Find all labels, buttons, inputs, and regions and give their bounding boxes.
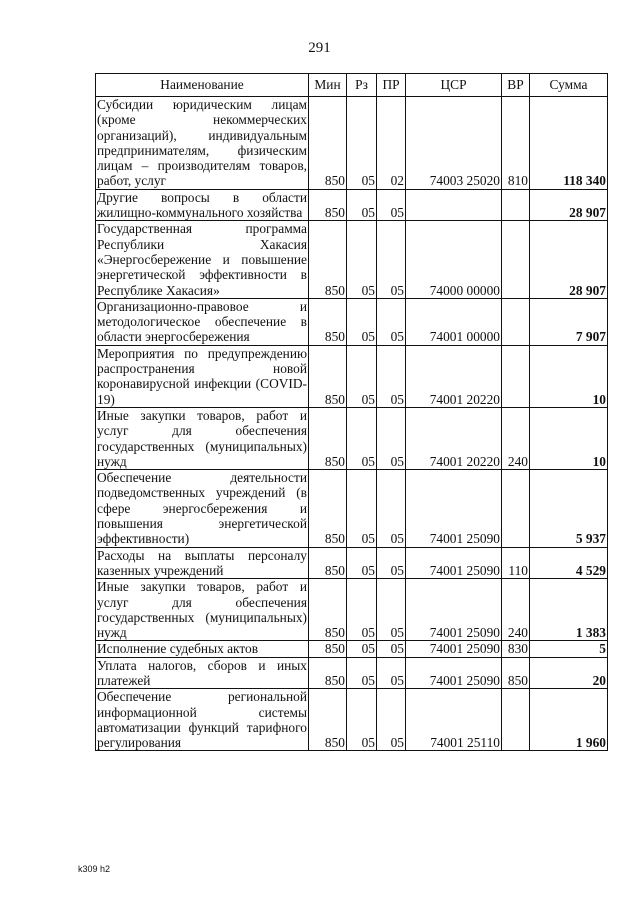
cell-sum: 118 340: [530, 97, 608, 190]
cell-rz: 05: [347, 345, 377, 407]
cell-min: 850: [309, 97, 347, 190]
cell-rz: 05: [347, 547, 377, 579]
cell-vr: [502, 189, 530, 221]
cell-pr: 05: [377, 657, 406, 689]
column-header-vr: ВР: [502, 74, 530, 97]
cell-name: Мероприятия по предупреждению распространения новой коронавирусной инфекции (COVID-19): [97, 345, 307, 407]
table-row: [96, 657, 608, 689]
footer-code: k309 h2: [78, 864, 111, 874]
page-number: 291: [308, 40, 331, 56]
cell-sum: 28 907: [530, 189, 608, 221]
cell-csr: 74001 25090: [406, 657, 502, 689]
cell-vr: 240: [502, 407, 530, 469]
table-row: [96, 189, 608, 221]
cell-min: 850: [309, 407, 347, 469]
cell-vr: 830: [502, 641, 530, 657]
cell-min: 850: [309, 298, 347, 345]
cell-name: Другие вопросы в области жилищно-коммунального хозяйства: [97, 189, 307, 221]
cell-min: 850: [309, 547, 347, 579]
cell-min: 850: [309, 189, 347, 221]
cell-csr: 74001 25090: [406, 641, 502, 657]
table-row: [96, 221, 608, 298]
cell-name: Уплата налогов, сборов и иных платежей: [97, 657, 307, 688]
budget-table: [95, 73, 608, 751]
cell-pr: 05: [377, 689, 406, 751]
cell-rz: 05: [347, 579, 377, 641]
column-header-name: Наименование: [96, 74, 309, 97]
cell-vr: 110: [502, 547, 530, 579]
cell-pr: 05: [377, 579, 406, 641]
cell-rz: 05: [347, 221, 377, 298]
cell-pr: 05: [377, 547, 406, 579]
cell-min: 850: [309, 641, 347, 657]
cell-csr: 74001 20220: [406, 345, 502, 407]
cell-vr: [502, 689, 530, 751]
cell-name: Исполнение судебных актов: [96, 641, 309, 657]
cell-csr: 74001 25090: [406, 547, 502, 579]
column-header-csr: ЦСР: [406, 74, 502, 97]
cell-pr: 05: [377, 470, 406, 547]
cell-sum: 20: [530, 657, 608, 689]
cell-csr: 74003 25020: [406, 97, 502, 190]
cell-vr: 850: [502, 657, 530, 689]
table-row: [96, 345, 608, 407]
cell-sum: 5 937: [530, 470, 608, 547]
column-header-sum: Сумма: [530, 74, 608, 97]
cell-min: 850: [309, 579, 347, 641]
cell-rz: 05: [347, 189, 377, 221]
cell-rz: 05: [347, 689, 377, 751]
cell-vr: [502, 298, 530, 345]
cell-pr: 05: [377, 189, 406, 221]
table-row: [96, 689, 608, 751]
cell-pr: 05: [377, 298, 406, 345]
column-header-pr: ПР: [377, 74, 406, 97]
cell-csr: 74000 00000: [406, 221, 502, 298]
table-header-row: [96, 74, 608, 97]
cell-name: Иные закупки товаров, работ и услуг для обеспечения государственных (муниципальных) нужд: [97, 407, 307, 469]
cell-vr: 810: [502, 97, 530, 190]
cell-name: Расходы на выплаты персоналу казенных учреждений: [97, 547, 307, 578]
cell-csr: [406, 189, 502, 221]
cell-pr: 05: [377, 407, 406, 469]
table-row: [96, 547, 608, 579]
table-row: [96, 407, 608, 469]
cell-min: 850: [309, 689, 347, 751]
cell-csr: 74001 25090: [406, 470, 502, 547]
cell-sum: 28 907: [530, 221, 608, 298]
cell-vr: 240: [502, 579, 530, 641]
cell-sum: 10: [530, 407, 608, 469]
cell-pr: 05: [377, 641, 406, 657]
cell-rz: 05: [347, 641, 377, 657]
cell-rz: 05: [347, 407, 377, 469]
cell-name: Организационно-правовое и методологическое обеспечение в области энергосбережения: [97, 298, 307, 345]
cell-name: Обеспечение региональной информационной системы автоматизации функций тарифного регулирования: [97, 689, 307, 751]
cell-pr: 02: [377, 97, 406, 190]
cell-vr: [502, 221, 530, 298]
cell-name: Иные закупки товаров, работ и услуг для обеспечения государственных (муниципальных) нужд: [97, 579, 307, 641]
table-row: [96, 470, 608, 547]
cell-name: Государственная программа Республики Хакасия «Энергосбережение и повышение энергетической эффективности в Республике Хакасия»: [97, 221, 307, 298]
cell-name: Субсидии юридическим лицам (кроме некоммерческих организаций), индивидуальным предпринимателям, физическим лицам – производителям товаров, работ, услуг: [97, 97, 307, 189]
cell-rz: 05: [347, 657, 377, 689]
table-row: [96, 641, 608, 657]
column-header-rz: Рз: [347, 74, 377, 97]
cell-sum: 5: [530, 641, 608, 657]
cell-csr: 74001 00000: [406, 298, 502, 345]
cell-csr: 74001 25110: [406, 689, 502, 751]
cell-sum: 10: [530, 345, 608, 407]
table-row: [96, 298, 608, 345]
cell-csr: 74001 20220: [406, 407, 502, 469]
cell-name: Обеспечение деятельности подведомственных учреждений (в сфере энергосбережения и повышения энергетической эффективности): [97, 470, 307, 547]
cell-min: 850: [309, 470, 347, 547]
cell-sum: 1 960: [530, 689, 608, 751]
cell-rz: 05: [347, 97, 377, 190]
cell-min: 850: [309, 345, 347, 407]
cell-sum: 1 383: [530, 579, 608, 641]
table-row: [96, 97, 608, 190]
column-header-min: Мин: [309, 74, 347, 97]
cell-rz: 05: [347, 298, 377, 345]
cell-vr: [502, 345, 530, 407]
cell-sum: 4 529: [530, 547, 608, 579]
cell-pr: 05: [377, 221, 406, 298]
cell-min: 850: [309, 221, 347, 298]
table-body: [96, 97, 608, 751]
cell-vr: [502, 470, 530, 547]
cell-min: 850: [309, 657, 347, 689]
cell-sum: 7 907: [530, 298, 608, 345]
cell-csr: 74001 25090: [406, 579, 502, 641]
cell-rz: 05: [347, 470, 377, 547]
cell-pr: 05: [377, 345, 406, 407]
table-row: [96, 579, 608, 641]
